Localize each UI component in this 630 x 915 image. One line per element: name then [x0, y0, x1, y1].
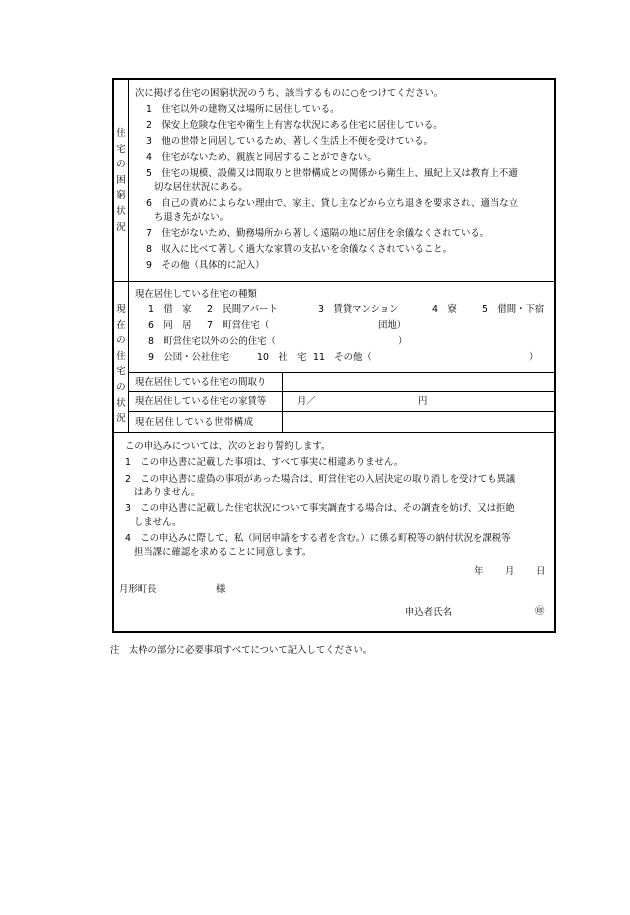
pledge-intro: この申込みについては、次のとおり誓約します。 — [125, 441, 331, 452]
label-char: 困 — [116, 174, 126, 186]
hardship-item-continued: 切な居住状況にある。 — [154, 182, 248, 193]
hardship-item[interactable]: 9 その他（具体的に記入） — [146, 260, 265, 271]
hardship-item[interactable]: 1 住宅以外の建物又は場所に居住している。 — [146, 104, 340, 115]
hardship-item[interactable]: 3 他の世帯と同居しているため、著しく生活上不便を受けている。 — [146, 136, 433, 147]
hardship-intro: 次に掲げる住宅の困窮状況のうち、該当するものに○をつけてください。 — [135, 88, 444, 99]
label-char: 窮 — [116, 190, 126, 202]
date-year[interactable]: 年 — [474, 566, 484, 577]
housing-type-option[interactable]: 3 賃貸マンション — [318, 304, 399, 315]
housing-type-option[interactable]: 7 町営住宅（ — [207, 320, 270, 331]
honorific: 様 — [216, 584, 226, 595]
section-divider — [114, 281, 554, 282]
housing-hardship-label — [114, 126, 128, 235]
hardship-item[interactable]: 4 住宅がないため、親族と同居することができない。 — [146, 152, 377, 163]
section-divider — [114, 432, 554, 433]
rent-month[interactable]: 月／ — [297, 396, 316, 407]
housing-type-option[interactable]: 5 借間・下宿 — [482, 304, 545, 315]
pledge-line: 4 この申込みに際して、私（同居申請をする者を含む。）に係る町税等の納付状況を課税等 — [125, 533, 511, 544]
danchi-close: 団地） — [378, 320, 407, 331]
applicant-name-field[interactable] — [459, 604, 531, 619]
label-char: 宅 — [116, 143, 126, 155]
housing-type-option[interactable]: 4 寮 — [432, 304, 457, 315]
applicant-name-label: 申込者氏名 — [405, 607, 452, 618]
label-char: の — [116, 381, 126, 393]
rent-yen[interactable]: 円 — [418, 396, 428, 407]
pledge-line: 3 この申込書に記載した住宅状況について事実調査する場合は、その調査を妨げ、又は拒絶 — [125, 503, 515, 514]
housing-type-option[interactable]: 8 町営住宅以外の公的住宅（ — [148, 336, 276, 347]
housing-type-option[interactable]: 9 公団・公社住宅 — [148, 352, 229, 363]
label-char: 在 — [116, 319, 126, 331]
hardship-item[interactable]: 8 収入に比べて著しく過大な家賃の支払いを余儀なくされていること。 — [146, 244, 452, 255]
hardship-item[interactable]: 6 自己の責めによらない理由で、家主、貸し主などから立ち退きを要求され、適当な立 — [146, 198, 518, 209]
date-day[interactable]: 日 — [536, 566, 546, 577]
pledge-line-continued: しません。 — [134, 517, 182, 528]
label-char: 況 — [116, 221, 126, 233]
label-char: 住 — [116, 350, 126, 362]
label-char: 住 — [116, 128, 126, 139]
rent-label: 現在居住している住宅の家賃等 — [135, 396, 267, 407]
household-field[interactable] — [284, 412, 552, 430]
household-label: 現在居住している世帯構成 — [135, 417, 254, 428]
footnote: 注 太枠の部分に必要事項すべてについて記入してください。 — [110, 645, 373, 656]
label-char: 況 — [116, 413, 126, 425]
housing-type-option[interactable]: 10 社 宅 — [257, 352, 307, 363]
current-housing-label — [114, 302, 128, 427]
addressee: 月形町長 — [119, 584, 157, 595]
label-char: の — [116, 335, 126, 347]
label-char: 状 — [116, 205, 126, 217]
pledge-line: 2 この申込書に虚偽の事項があった場合は、町営住宅の入居決定の取り消しを受けても異議 — [125, 474, 516, 485]
hardship-item-continued: ち退き先がない。 — [154, 212, 230, 223]
hardship-item[interactable]: 7 住宅がないため、勤務場所から著しく遠隔の地に居住を余儀なくされている。 — [146, 228, 490, 239]
seal-mark: ㊞ — [535, 606, 545, 617]
housing-type-title: 現在居住している住宅の種類 — [135, 289, 257, 300]
hardship-item[interactable]: 5 住宅の規模、設備又は間取りと世帯構成との関係から衛生上、風紀上又は教育上不適 — [146, 168, 518, 179]
application-form — [112, 78, 556, 633]
housing-type-option[interactable]: 1 借 家 — [148, 304, 192, 315]
label-char: 状 — [116, 397, 126, 409]
paren-close: ） — [398, 336, 408, 347]
hardship-item[interactable]: 2 保安上危険な住宅や衛生上有害な状況にある住宅に居住している。 — [146, 120, 443, 131]
label-char: 現 — [116, 304, 126, 315]
label-column-divider — [128, 80, 129, 432]
value-column-divider — [282, 372, 283, 432]
housing-type-option[interactable]: 6 同 居 — [148, 320, 192, 331]
date-month[interactable]: 月 — [505, 566, 515, 577]
pledge-line-continued: 担当課に確認を求めることに同意します。 — [134, 547, 312, 558]
pledge-line-continued: はありません。 — [134, 487, 201, 498]
housing-type-option[interactable]: 11 その他（ — [313, 352, 372, 363]
row-divider — [129, 391, 554, 392]
paren-close: ） — [529, 352, 539, 363]
label-char: の — [116, 159, 126, 171]
floorplan-label: 現在居住している住宅の間取り — [135, 377, 267, 388]
floorplan-field[interactable] — [284, 373, 552, 390]
label-char: 宅 — [116, 366, 126, 378]
pledge-line: 1 この申込書に記載した事項は、すべて事実に相違ありません。 — [125, 457, 404, 468]
housing-type-option[interactable]: 2 民間アパート — [207, 304, 278, 315]
